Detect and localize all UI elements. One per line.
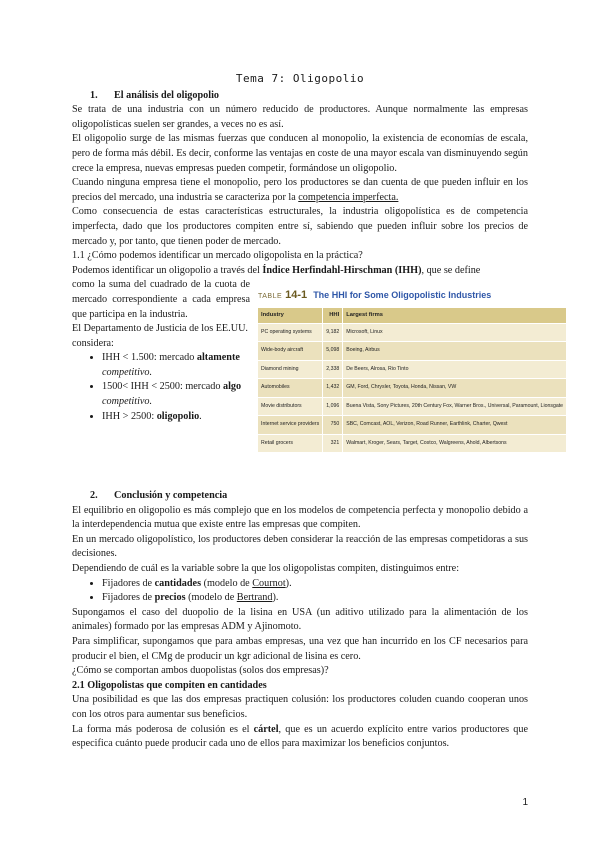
section-2-title: Conclusión y competencia: [114, 490, 228, 501]
ihh-definition: como la suma del cuadrado de la cuota de mercado correspondiente a cada empresa que participa en la industria.: [72, 279, 250, 320]
paragraph-text: Cuando ninguna empresa tiene el monopolio, pero los productores se dan cuenta de que pueden influir en los precios del mercado, una industria se caracteriza por la: [72, 177, 528, 203]
competencia-imperfecta-link[interactable]: competencia imperfecta.: [298, 191, 399, 203]
ihh-term: Índice Herfindahl-Hirschman (IHH): [262, 264, 422, 276]
paragraph-text: , que es un acuerdo explícito entre varios productores que especifica cuánto puede producir cada uno de ellos para maximizar los beneficios conjuntos.: [72, 723, 529, 750]
cell-firms: Microsoft, Linux: [343, 323, 566, 342]
list-item-text: ).: [272, 592, 279, 604]
list-item-text: .: [199, 410, 202, 422]
cell-industry: Automobiles: [258, 379, 323, 398]
section-2-paragraph-4: Supongamos el caso del duopolio de la lisina en USA (un aditivo utilizado para la alimentación de los animales) formado por las empresas ADM y Ajinomoto.: [72, 606, 528, 633]
section-1-paragraph-2: El oligopolio surge de las mismas fuerzas que conducen al monopolio, la existencia de economías de escala, pero de forma más débil. Es decir, conforme las ventajas en coste de una mayor escala van disminuyendo según crece la empresa, nuevas empresas pueden competir, formándose un oligopolio.: [72, 133, 528, 174]
ihh-threshold-list: [72, 351, 250, 424]
bertrand-link[interactable]: Bertrand: [236, 592, 273, 604]
cell-hhi: 2,338: [323, 360, 343, 379]
cournot-link[interactable]: Cournot: [252, 577, 286, 589]
section-1-paragraph-4: Como consecuencia de estas características estructurales, la industria oligopolística es de competencia imperfecta, dado que los productores compiten entre sí, sabiendo que pueden influir sobre los precios de mercado y, por tanto, que tienen poder de mercado.: [72, 206, 528, 247]
header-industry: Industry: [258, 308, 323, 323]
list-item: [102, 380, 250, 409]
cell-hhi: 750: [323, 416, 343, 435]
list-item-bold: oligopolio: [156, 410, 200, 422]
table-label: TABLE: [258, 293, 283, 301]
cell-hhi: 5,098: [323, 342, 343, 361]
list-item-text: (modelo de: [201, 577, 253, 589]
list-item-bold: altamente: [196, 352, 240, 364]
section-spacer: [72, 453, 528, 489]
list-item-text: ).: [285, 577, 292, 589]
table-row: [258, 434, 566, 453]
section-2-paragraph-1: El equilibrio en oligopolio es más complejo que en los modelos de competencia perfecta y monopolio debido a la interdependencia mutua que existe entre las empresas que compiten.: [72, 504, 528, 531]
cell-hhi: 321: [323, 434, 343, 453]
list-item-text: 1500< IHH < 2500: mercado: [102, 381, 223, 393]
cell-industry: Retail grocers: [258, 434, 323, 453]
hhi-table-figure: [258, 288, 564, 453]
table-row: [258, 360, 566, 379]
cell-firms: GM, Ford, Chrysler, Toyota, Honda, Nissan, VW: [343, 379, 566, 398]
section-2-paragraph-8: [72, 723, 528, 752]
table-caption: [258, 288, 528, 305]
section-1-title: El análisis del oligopolio: [114, 89, 220, 101]
section-2-heading: [72, 489, 528, 504]
list-item-italic: competitivo.: [102, 396, 153, 408]
doj-intro: El Departamento de Justicia de los EE.UU. considera:: [72, 323, 248, 349]
cell-firms: Walmart, Kroger, Sears, Target, Costco, Walgreens, Ahold, Albertsons: [343, 434, 566, 453]
hhi-table: [258, 308, 566, 453]
table-row: [258, 397, 566, 416]
list-item-bold: algo: [222, 381, 242, 393]
list-item: [102, 591, 528, 606]
table-row: [258, 323, 566, 342]
section-1-paragraph-3: [72, 176, 528, 205]
section-2-number: 2.: [90, 490, 98, 501]
document-page: [72, 72, 564, 752]
competition-type-list: [72, 577, 528, 606]
subsection-1-1-heading: 1.1 ¿Cómo podemos identificar un mercado oligopolista en la práctica?: [72, 250, 363, 262]
cell-firms: Boeing, Airbus: [343, 342, 566, 361]
cell-firms: De Beers, Alrosa, Rio Tinto: [343, 360, 566, 379]
paragraph-text: , que se define: [421, 264, 481, 276]
cartel-term: cártel: [253, 723, 279, 735]
section-1-heading: [72, 89, 528, 104]
header-hhi: HHI: [323, 308, 343, 323]
list-item: [102, 577, 528, 592]
cell-industry: PC operating systems: [258, 323, 323, 342]
cell-hhi: 1,432: [323, 379, 343, 398]
table-row: [258, 379, 566, 398]
section-2-paragraph-3: Dependiendo de cuál es la variable sobre la que los oligopolistas compiten, distinguimos entre:: [72, 562, 460, 574]
section-2-paragraph-2: En un mercado oligopolístico, los productores deben considerar la reacción de las empresas competidoras a sus decisiones.: [72, 533, 528, 560]
section-1-paragraph-5: [72, 264, 528, 279]
table-row: [258, 416, 566, 435]
list-item-text: IHH > 2500:: [102, 410, 157, 422]
list-item-text: IHH < 1.500: mercado: [102, 352, 197, 364]
list-item-bold: precios: [154, 592, 186, 604]
section-1-paragraph-1: Se trata de una industria con un número reducido de productores. Aunque normalmente las empresas oligopolísticas suelen ser grandes, a veces no es así.: [72, 104, 528, 130]
header-largest-firms: Largest firms: [343, 308, 566, 323]
cell-industry: Wide-body aircraft: [258, 342, 323, 361]
cell-firms: Buena Vista, Sony Pictures, 20th Century Fox, Warner Bros., Universal, Paramount, Lionsgate: [343, 397, 566, 416]
cell-hhi: 9,182: [323, 323, 343, 342]
table-header-row: [258, 308, 566, 323]
list-item-italic: competitivo.: [102, 366, 153, 378]
ihh-definition-column: [72, 278, 250, 453]
table-row: [258, 342, 566, 361]
cell-firms: SBC, Comcast, AOL, Verizon, Road Runner, Earthlink, Charter, Qwest: [343, 416, 566, 435]
page-number: 1: [522, 797, 528, 808]
cell-industry: Movie distributors: [258, 397, 323, 416]
cell-industry: Internet service providers: [258, 416, 323, 435]
cell-industry: Diamond mining: [258, 360, 323, 379]
section-2-paragraph-5: Para simplificar, supongamos que para ambas empresas, una vez que han incurrido en los CF necesarios para producir el bien, el CMg de producir un kgr adicional de lisina es cero.: [72, 635, 528, 662]
paragraph-text: La forma más poderosa de colusión es el: [72, 723, 254, 735]
document-title: Tema 7: Oligopolio: [235, 72, 365, 85]
subsection-2-1-heading: 2.1 Oligopolistas que compiten en cantidades: [72, 679, 267, 691]
list-item-text: Fijadores de: [102, 577, 155, 589]
list-item: [102, 351, 250, 380]
list-item-text: (modelo de: [185, 592, 237, 604]
paragraph-text: Podemos identificar un oligopolio a través del: [72, 264, 263, 276]
section-2-paragraph-6: ¿Cómo se comportan ambos duopolistas (solos dos empresas)?: [72, 665, 329, 677]
table-number: 14-1: [285, 289, 308, 302]
section-2-paragraph-7: Una posibilidad es que las dos empresas practiquen colusión: los productores coluden cuando cooperan unos con los otros para aumentar sus beneficios.: [72, 694, 528, 720]
list-item: [102, 410, 250, 425]
list-item-text: Fijadores de: [102, 592, 155, 604]
cell-hhi: 1,096: [323, 397, 343, 416]
section-1-number: 1.: [90, 89, 98, 101]
table-title: The HHI for Some Oligopolistic Industries: [313, 290, 492, 301]
list-item-bold: cantidades: [154, 577, 202, 589]
ihh-split-block: [72, 278, 564, 453]
